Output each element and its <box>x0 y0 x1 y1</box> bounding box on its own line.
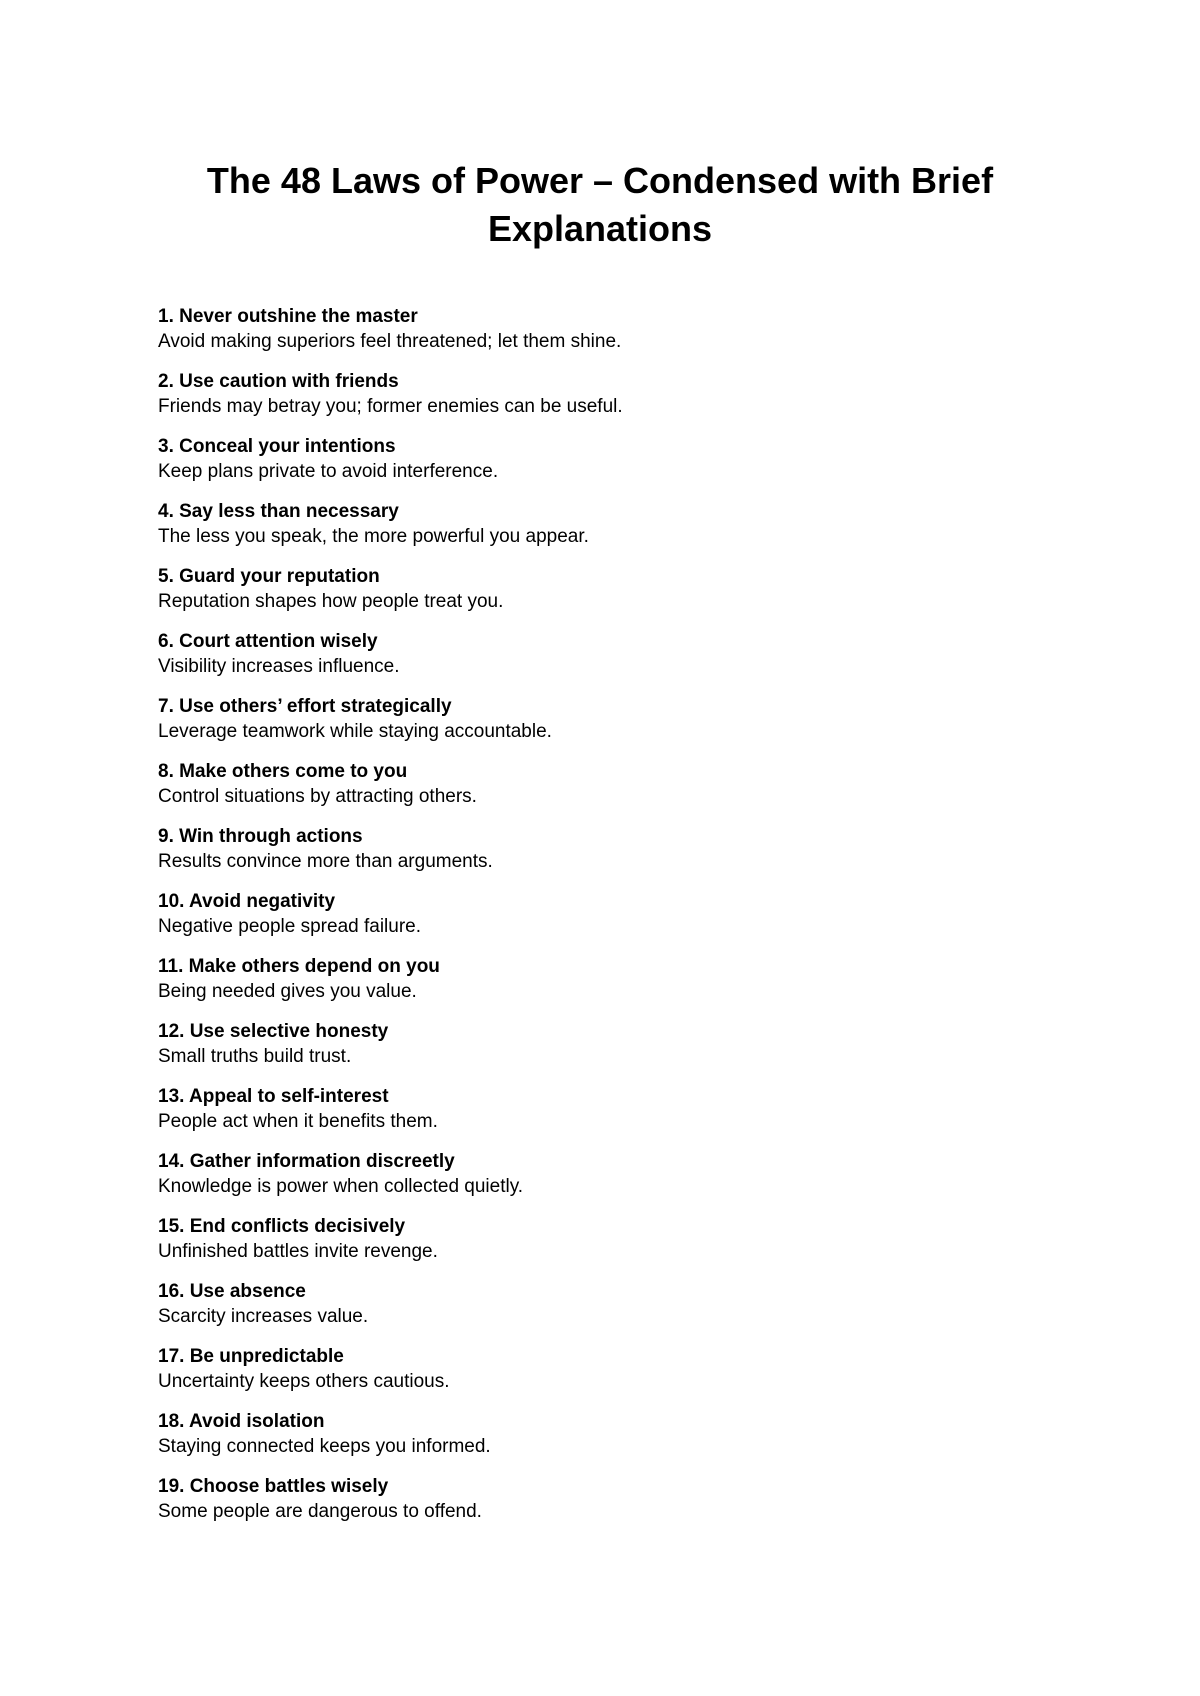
law-heading: 1. Never outshine the master <box>158 306 418 327</box>
list-item <box>158 759 1058 824</box>
list-item <box>158 694 1058 759</box>
law-heading: 9. Win through actions <box>158 826 363 847</box>
list-item <box>158 499 1058 564</box>
list-item <box>158 824 1058 889</box>
law-heading: 17. Be unpredictable <box>158 1346 344 1367</box>
law-explanation: Some people are dangerous to offend. <box>158 1501 482 1522</box>
list-item <box>158 1279 1058 1344</box>
law-explanation: Small truths build trust. <box>158 1046 352 1067</box>
law-explanation: Reputation shapes how people treat you. <box>158 591 504 612</box>
law-heading: 5. Guard your reputation <box>158 566 380 587</box>
law-heading: 10. Avoid negativity <box>158 891 336 912</box>
law-heading: 15. End conflicts decisively <box>158 1216 406 1237</box>
law-explanation: Friends may betray you; former enemies can be useful. <box>158 396 623 417</box>
law-explanation: Knowledge is power when collected quietly. <box>158 1176 524 1197</box>
law-heading: 3. Conceal your intentions <box>158 436 396 457</box>
law-explanation: Unfinished battles invite revenge. <box>158 1241 438 1262</box>
law-explanation: Leverage teamwork while staying accountable. <box>158 721 552 742</box>
law-explanation: People act when it benefits them. <box>158 1111 438 1132</box>
law-heading: 16. Use absence <box>158 1281 306 1302</box>
law-explanation: Scarcity increases value. <box>158 1306 369 1327</box>
list-item <box>158 369 1058 434</box>
law-heading: 8. Make others come to you <box>158 761 408 782</box>
list-item <box>158 1019 1058 1084</box>
law-heading: 18. Avoid isolation <box>158 1411 325 1432</box>
law-heading: 19. Choose battles wisely <box>158 1476 389 1497</box>
list-item <box>158 1214 1058 1279</box>
law-explanation: Control situations by attracting others. <box>158 786 477 807</box>
law-explanation: The less you speak, the more powerful you appear. <box>158 526 589 547</box>
law-heading: 13. Appeal to self-interest <box>158 1086 389 1107</box>
page-title: The 48 Laws of Power – Condensed with Brief Explanations <box>206 160 994 249</box>
law-heading: 2. Use caution with friends <box>158 371 399 392</box>
law-explanation: Uncertainty keeps others cautious. <box>158 1371 450 1392</box>
list-item <box>158 629 1058 694</box>
list-item <box>158 564 1058 629</box>
law-heading: 4. Say less than necessary <box>158 501 399 522</box>
law-explanation: Keep plans private to avoid interference. <box>158 461 499 482</box>
list-item <box>158 304 1058 369</box>
law-explanation: Staying connected keeps you informed. <box>158 1436 491 1457</box>
law-heading: 12. Use selective honesty <box>158 1021 389 1042</box>
law-explanation: Avoid making superiors feel threatened; let them shine. <box>158 331 622 352</box>
law-heading: 14. Gather information discreetly <box>158 1151 455 1172</box>
list-item <box>158 1344 1058 1409</box>
list-item <box>158 889 1058 954</box>
law-heading: 6. Court attention wisely <box>158 631 378 652</box>
list-item <box>158 1149 1058 1214</box>
law-heading: 7. Use others’ effort strategically <box>158 696 452 717</box>
law-explanation: Visibility increases influence. <box>158 656 400 677</box>
law-explanation: Being needed gives you value. <box>158 981 417 1002</box>
law-heading: 11. Make others depend on you <box>158 956 440 977</box>
law-explanation: Results convince more than arguments. <box>158 851 493 872</box>
list-item <box>158 1474 1058 1539</box>
laws-list <box>158 304 1058 1539</box>
list-item <box>158 1084 1058 1149</box>
list-item <box>158 1409 1058 1474</box>
law-explanation: Negative people spread failure. <box>158 916 422 937</box>
list-item <box>158 434 1058 499</box>
list-item <box>158 954 1058 1019</box>
